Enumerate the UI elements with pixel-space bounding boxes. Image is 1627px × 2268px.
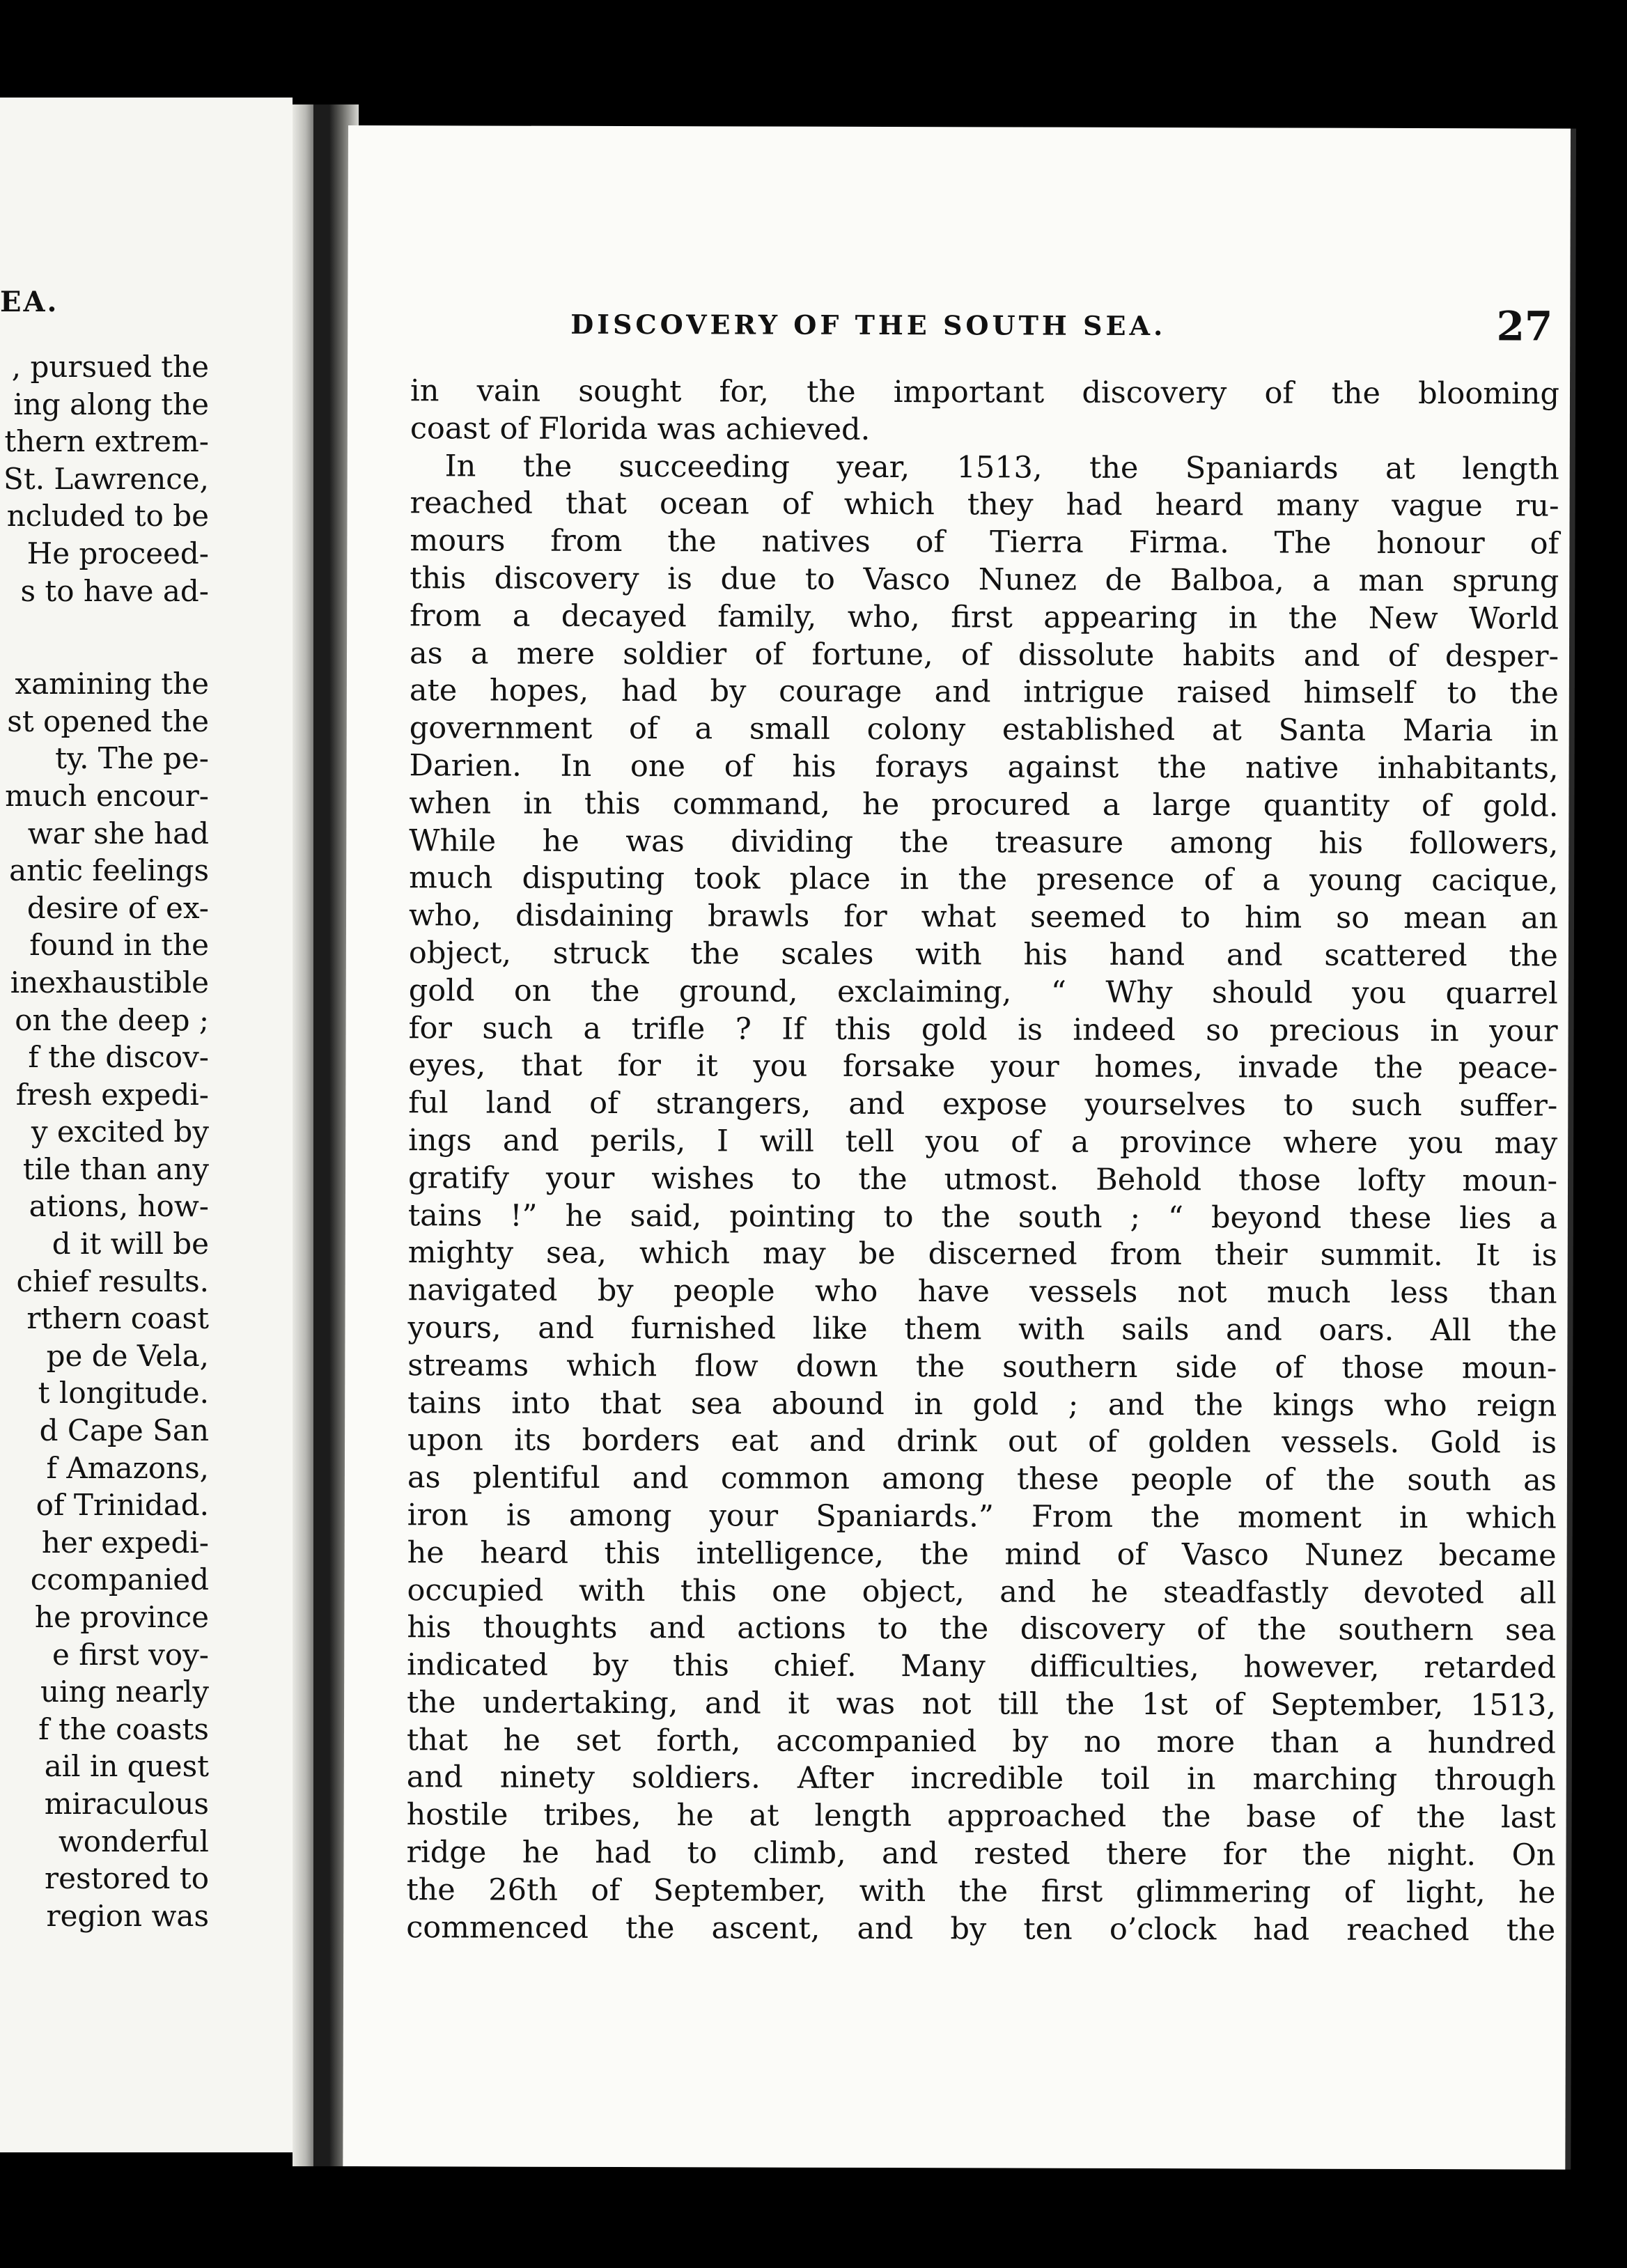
left-page-line: rthern coast	[26, 1301, 209, 1336]
text-line: ful land of strangers, and expose yourselves to such suffer-	[408, 1085, 1558, 1124]
right-page	[343, 125, 1571, 2170]
text-line: gold on the ground, exclaiming, “ Why should you quarrel	[408, 972, 1558, 1011]
left-page-line: tile than any	[22, 1151, 209, 1186]
text-line: his thoughts and actions to the discovery of the southern sea	[407, 1610, 1557, 1648]
text-line: reached that ocean of which they had heard many vague ru-	[410, 486, 1559, 524]
text-line: ate hopes, had by courage and intrigue raised himself to the	[409, 673, 1559, 711]
left-page-line: d it will be	[52, 1227, 209, 1261]
text-line: as plentiful and common among these people of the south as	[407, 1460, 1557, 1498]
left-page-line: ations, how-	[29, 1189, 209, 1224]
text-line: for such a trifle ? If this gold is indeed so precious in your	[408, 1010, 1558, 1049]
text-line: much disputing took place in the presence of a young cacique,	[409, 860, 1559, 899]
text-line: streams which flow down the southern side of those moun-	[407, 1347, 1557, 1386]
left-page-line: region was	[46, 1898, 209, 1933]
left-page-line: war she had	[27, 816, 209, 850]
left-facing-page	[0, 98, 293, 2152]
left-page-line: , pursued the	[11, 350, 209, 384]
text-line: indicated by this chief. Many difficulties, however, retarded	[407, 1647, 1557, 1686]
page-number: 27	[1496, 302, 1553, 350]
text-line: object, struck the scales with his hand and scattered the	[408, 935, 1558, 974]
text-line: the 26th of September, with the first glimmering of light, he	[406, 1872, 1556, 1911]
left-page-line: t longitude.	[38, 1376, 209, 1411]
left-page-line: ail in quest	[44, 1749, 209, 1784]
text-line: this discovery is due to Vasco Nunez de Balboa, a man sprung	[410, 561, 1559, 599]
body-text	[406, 373, 1559, 1950]
left-page-line: ty. The pe-	[55, 741, 209, 776]
left-page-line: inexhaustible	[10, 965, 209, 1000]
left-page-line: much encour-	[5, 778, 209, 813]
left-page-line: ncluded to be	[6, 499, 209, 534]
text-line: navigated by people who have vessels not much less than	[407, 1273, 1557, 1311]
text-line: ridge he had to climb, and rested there for the night. On	[406, 1835, 1556, 1873]
left-page-line: y excited by	[31, 1114, 209, 1149]
left-page-line: her expedi-	[41, 1525, 209, 1560]
left-page-line: xamining the	[15, 667, 209, 701]
text-line: when in this command, he procured a large quantity of gold.	[409, 785, 1559, 824]
text-line: mighty sea, which may be discerned from their summit. It is	[407, 1235, 1557, 1273]
text-line: coast of Florida was achieved.	[410, 411, 871, 447]
text-line: government of a small colony established at Santa Maria in	[409, 710, 1559, 749]
text-line: occupied with this one object, and he steadfastly devoted all	[407, 1572, 1557, 1611]
left-page-line: on the deep ;	[15, 1002, 209, 1037]
left-page-line: wonderful	[58, 1824, 209, 1858]
text-line: who, disdaining brawls for what seemed to him so mean an	[408, 898, 1559, 936]
left-page-line: f the coasts	[38, 1711, 209, 1746]
left-page-line: found in the	[29, 928, 209, 963]
text-line: eyes, that for it you forsake your homes, invade the peace-	[408, 1048, 1558, 1086]
text-line: While he was dividing the treasure among his followers,	[409, 823, 1559, 862]
text-line: ings and perils, I will tell you of a province where you may	[408, 1123, 1558, 1161]
text-line: Darien. In one of his forays against the native inhabitants,	[409, 748, 1559, 786]
running-title: DISCOVERY OF THE SOUTH SEA.	[570, 308, 1167, 342]
left-page-line: ing along the	[13, 387, 209, 421]
left-page-text	[0, 348, 209, 1934]
left-page-line: St. Lawrence,	[3, 461, 209, 496]
running-head	[570, 300, 1552, 359]
text-line: commenced the ascent, and by ten o’clock had reached the	[406, 1909, 1556, 1948]
text-line: tains !” he said, pointing to the south ; “ beyond these lies a	[407, 1197, 1557, 1236]
left-page-line: fresh expedi-	[15, 1077, 209, 1112]
left-page-line: he province	[34, 1600, 209, 1634]
text-line: the undertaking, and it was not till the 1st of September, 1513,	[407, 1685, 1557, 1723]
text-line: In the succeeding year, 1513, the Spaniards at length	[444, 448, 1559, 487]
left-page-line: uing nearly	[40, 1675, 209, 1709]
left-page-line: He proceed-	[26, 536, 209, 570]
text-line: he heard this intelligence, the mind of Vasco Nunez became	[407, 1535, 1557, 1574]
left-page-line: chief results.	[16, 1264, 209, 1298]
left-page-line: s to have ad-	[20, 573, 209, 608]
left-running-head-fragment: EA.	[0, 286, 59, 318]
left-page-line: d Cape San	[39, 1413, 209, 1448]
text-line: that he set forth, accompanied by no more than a hundred	[406, 1722, 1556, 1761]
left-page-line: f the discov-	[28, 1040, 209, 1075]
text-line: yours, and furnished like them with sails and oars. All the	[407, 1310, 1557, 1349]
left-page-line: of Trinidad.	[36, 1488, 209, 1523]
text-line: mours from the natives of Tierra Firma. The honour of	[410, 523, 1559, 561]
left-page-line: restored to	[45, 1861, 209, 1896]
left-page-line: desire of ex-	[26, 890, 209, 925]
left-page-line: e first voy-	[52, 1637, 209, 1672]
text-line: gratify your wishes to the utmost. Behold those lofty moun-	[407, 1160, 1558, 1199]
text-line: hostile tribes, he at length approached the base of the last	[406, 1797, 1556, 1835]
left-page-line: st opened the	[7, 704, 209, 738]
left-page-line: thern extrem-	[4, 424, 209, 459]
left-page-line: ccompanied	[30, 1562, 209, 1597]
left-page-line: miraculous	[44, 1786, 209, 1821]
text-line: and ninety soldiers. After incredible toil in marching through	[406, 1760, 1556, 1799]
text-line: tains into that sea abound in gold ; and the kings who reign	[407, 1385, 1557, 1424]
text-line: from a decayed family, who, first appearing in the New World	[410, 598, 1559, 637]
left-page-line: f Amazons,	[46, 1450, 209, 1485]
left-page-line	[0, 609, 209, 665]
spine-shadow	[313, 104, 329, 2166]
left-page-line: pe de Vela,	[46, 1338, 209, 1373]
left-page-line: antic feelings	[9, 853, 209, 888]
text-line: upon its borders eat and drink out of golden vessels. Gold is	[407, 1422, 1557, 1461]
text-line: iron is among your Spaniards.” From the moment in which	[407, 1498, 1557, 1536]
text-line: in vain sought for, the important discovery of the blooming	[410, 373, 1560, 412]
text-line: as a mere soldier of fortune, of dissolute habits and of desper-	[409, 635, 1559, 674]
